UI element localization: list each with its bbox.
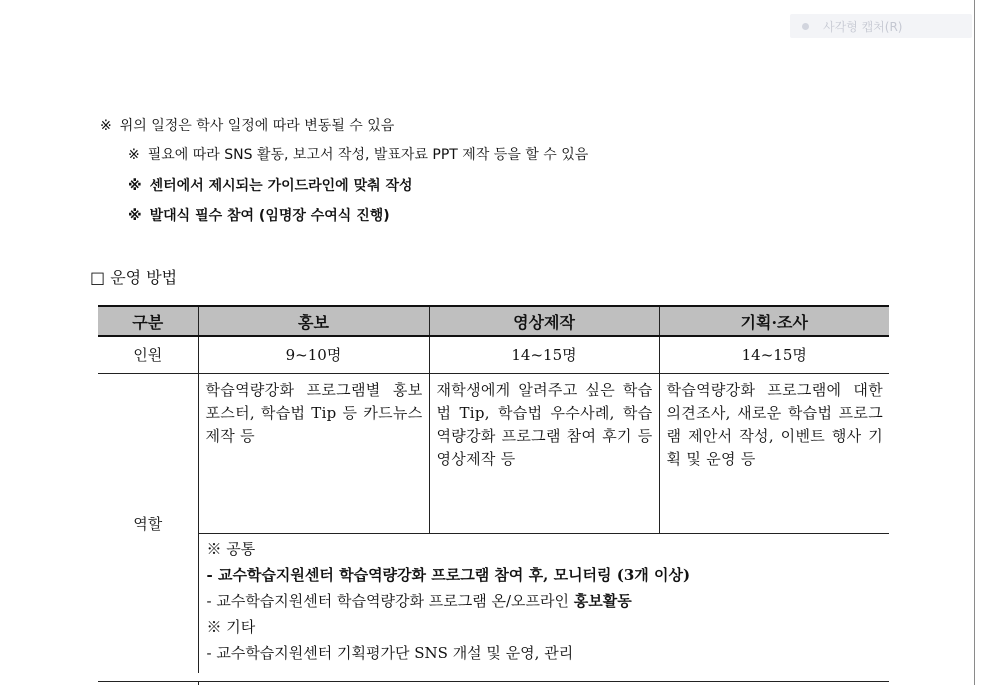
- row-label-role: 역할: [98, 373, 198, 673]
- headcount-video: 14~15명: [429, 336, 659, 373]
- header-category: 구분: [98, 306, 198, 336]
- common-duties-cell: [198, 533, 889, 673]
- record-dot-icon: [802, 23, 809, 30]
- header-video: 영상제작: [429, 306, 659, 336]
- role-video: 재학생에게 알려주고 싶은 학습법 Tip, 학습법 우수사례, 학습역량강화 프로그램 참여 후기 등 영상제작 등: [429, 373, 659, 533]
- common-item-promotion-bold: 홍보활동: [573, 591, 632, 610]
- note-text: 필요에 따라 SNS 활동, 보고서 작성, 발표자료 PPT 제작 등을 할 수 있음: [147, 147, 589, 163]
- header-promotion: 홍보: [198, 306, 429, 336]
- capture-label: 사각형 캡처(R): [823, 19, 903, 34]
- table-bottom-rule: [98, 681, 889, 682]
- common-item-monitoring: [207, 562, 882, 588]
- header-planning: 기획·조사: [659, 306, 889, 336]
- table-header-row: [98, 306, 889, 336]
- section-title-text: 운영 방법: [110, 268, 178, 287]
- note-sns-activity: [128, 146, 588, 164]
- table-row-role: [98, 373, 889, 533]
- common-item-promotion-text: - 교수학습지원센터 학습역량강화 프로그램 온/오프라인: [206, 591, 574, 610]
- section-box: □: [90, 268, 106, 287]
- note-mark: ※: [100, 118, 112, 134]
- headcount-promotion: 9~10명: [198, 336, 429, 373]
- table-bottom-tick: [198, 681, 199, 685]
- operation-table: [98, 305, 889, 673]
- common-item-monitoring-text: - 교수학습지원센터 학습역량강화 프로그램 참여 후, 모니터링 (3개 이상): [206, 565, 691, 584]
- common-item-promotion: [207, 588, 882, 614]
- note-text: 위의 일정은 학사 일정에 따라 변동될 수 있음: [119, 118, 395, 134]
- headcount-planning: 14~15명: [659, 336, 889, 373]
- note-schedule-change: [100, 117, 394, 135]
- role-planning: 학습역량강화 프로그램에 대한 의견조사, 새로운 학습법 프로그램 제안서 작성, 이벤트 행사 기획 및 운영 등: [659, 373, 889, 533]
- table-row-headcount: [98, 336, 889, 373]
- table-row-common: [98, 533, 889, 673]
- role-promotion: 학습역량강화 프로그램별 홍보포스터, 학습법 Tip 등 카드뉴스 제작 등: [198, 373, 429, 533]
- other-heading: ※ 기타: [206, 617, 256, 636]
- note-guideline: [128, 177, 413, 195]
- common-heading: ※ 공통: [206, 539, 256, 558]
- note-text: 발대식 필수 참여 (임명장 수여식 진행): [149, 208, 390, 224]
- note-launch-ceremony: [128, 207, 390, 225]
- rectangle-capture-button[interactable]: [790, 14, 972, 38]
- section-title: [90, 268, 177, 288]
- note-mark: ※: [128, 208, 142, 224]
- note-mark: ※: [128, 178, 142, 194]
- other-item-sns: - 교수학습지원센터 기획평가단 SNS 개설 및 운영, 관리: [206, 643, 574, 662]
- note-mark: ※: [128, 147, 140, 163]
- note-text: 센터에서 제시되는 가이드라인에 맞춰 작성: [149, 178, 413, 194]
- page-edge-divider: [974, 0, 975, 685]
- row-label-headcount: 인원: [98, 336, 198, 373]
